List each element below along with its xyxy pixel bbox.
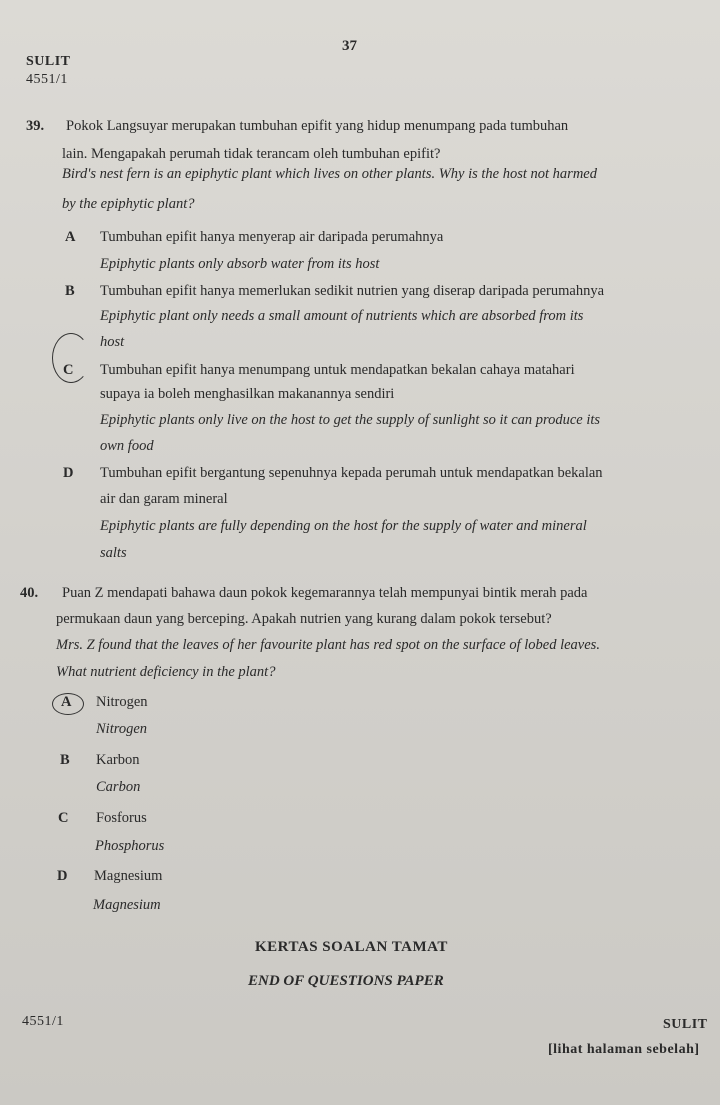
sulit-label-bottom: SULIT <box>663 1017 708 1032</box>
q40-en-line2: What nutrient deficiency in the plant? <box>56 664 276 680</box>
q39-option-a-letter[interactable]: A <box>65 229 76 245</box>
q39-option-a-ms: Tumbuhan epifit hanya menyerap air daripada perumahnya <box>100 229 444 245</box>
q39-option-d-letter[interactable]: D <box>63 465 74 481</box>
q40-option-a-letter[interactable]: A <box>61 694 72 710</box>
next-page-note: [lihat halaman sebelah] <box>548 1042 700 1057</box>
q39-option-d-ms-line2: air dan garam mineral <box>100 491 228 507</box>
q40-option-a-ms: Nitrogen <box>96 694 148 710</box>
page-number: 37 <box>342 38 357 54</box>
q40-ms-line2: permukaan daun yang berceping. Apakah nutrien yang kurang dalam pokok tersebut? <box>56 611 552 627</box>
q40-option-c-ms: Fosforus <box>96 810 147 826</box>
q39-option-c-letter[interactable]: C <box>63 362 74 378</box>
q39-option-c-en-line1: Epiphytic plants only live on the host to get the supply of sunlight so it can produce its <box>100 412 601 428</box>
end-of-paper-ms: KERTAS SOALAN TAMAT <box>255 939 448 955</box>
q39-option-b-en-line1: Epiphytic plant only needs a small amount of nutrients which are absorbed from its <box>100 308 584 324</box>
q39-ms-line2: lain. Mengapakah perumah tidak terancam oleh tumbuhan epifit? <box>62 146 441 162</box>
q39-option-c-ms-line1: Tumbuhan epifit hanya menumpang untuk mendapatkan bekalan cahaya matahari <box>100 362 575 378</box>
q40-option-c-letter[interactable]: C <box>58 810 69 826</box>
paper-code-top: 4551/1 <box>26 72 68 87</box>
q40-option-b-en: Carbon <box>96 779 141 795</box>
q39-option-c-en-line2: own food <box>100 438 154 454</box>
q39-option-b-letter[interactable]: B <box>65 283 75 299</box>
q40-number: 40. <box>20 585 39 601</box>
q40-ms-line1: Puan Z mendapati bahawa daun pokok kegemarannya telah mempunyai bintik merah pada <box>62 585 588 601</box>
q39-option-b-en-line2: host <box>100 334 125 350</box>
q39-number: 39. <box>26 118 45 134</box>
sulit-label-top: SULIT <box>26 54 71 69</box>
q39-option-d-en-line2: salts <box>100 545 127 561</box>
q40-option-a-en: Nitrogen <box>96 721 148 737</box>
q39-en-line2: by the epiphytic plant? <box>62 196 195 212</box>
q40-option-b-letter[interactable]: B <box>60 752 70 768</box>
q40-option-d-ms: Magnesium <box>94 868 163 884</box>
q40-en-line1: Mrs. Z found that the leaves of her favourite plant has red spot on the surface of lobed leaves. <box>56 637 600 653</box>
paper-code-bottom: 4551/1 <box>22 1014 64 1029</box>
q40-option-b-ms: Karbon <box>96 752 140 768</box>
q39-option-d-en-line1: Epiphytic plants are fully depending on the host for the supply of water and mineral <box>100 518 587 534</box>
q39-ms-line1: Pokok Langsuyar merupakan tumbuhan epifit yang hidup menumpang pada tumbuhan <box>66 118 569 134</box>
q39-option-c-ms-line2: supaya ia boleh menghasilkan makanannya sendiri <box>100 386 395 402</box>
q39-option-d-ms-line1: Tumbuhan epifit bergantung sepenuhnya kepada perumah untuk mendapatkan bekalan <box>100 465 603 481</box>
q40-option-d-en: Magnesium <box>93 897 161 913</box>
q39-option-b-ms: Tumbuhan epifit hanya memerlukan sedikit nutrien yang diserap daripada perumahnya <box>100 283 605 299</box>
q40-option-c-en: Phosphorus <box>95 838 165 854</box>
q40-option-d-letter[interactable]: D <box>57 868 68 884</box>
q39-en-line1: Bird's nest fern is an epiphytic plant which lives on other plants. Why is the host not harmed <box>62 166 597 182</box>
end-of-paper-en: END OF QUESTIONS PAPER <box>248 973 444 989</box>
q39-option-a-en: Epiphytic plants only absorb water from its host <box>100 256 380 272</box>
